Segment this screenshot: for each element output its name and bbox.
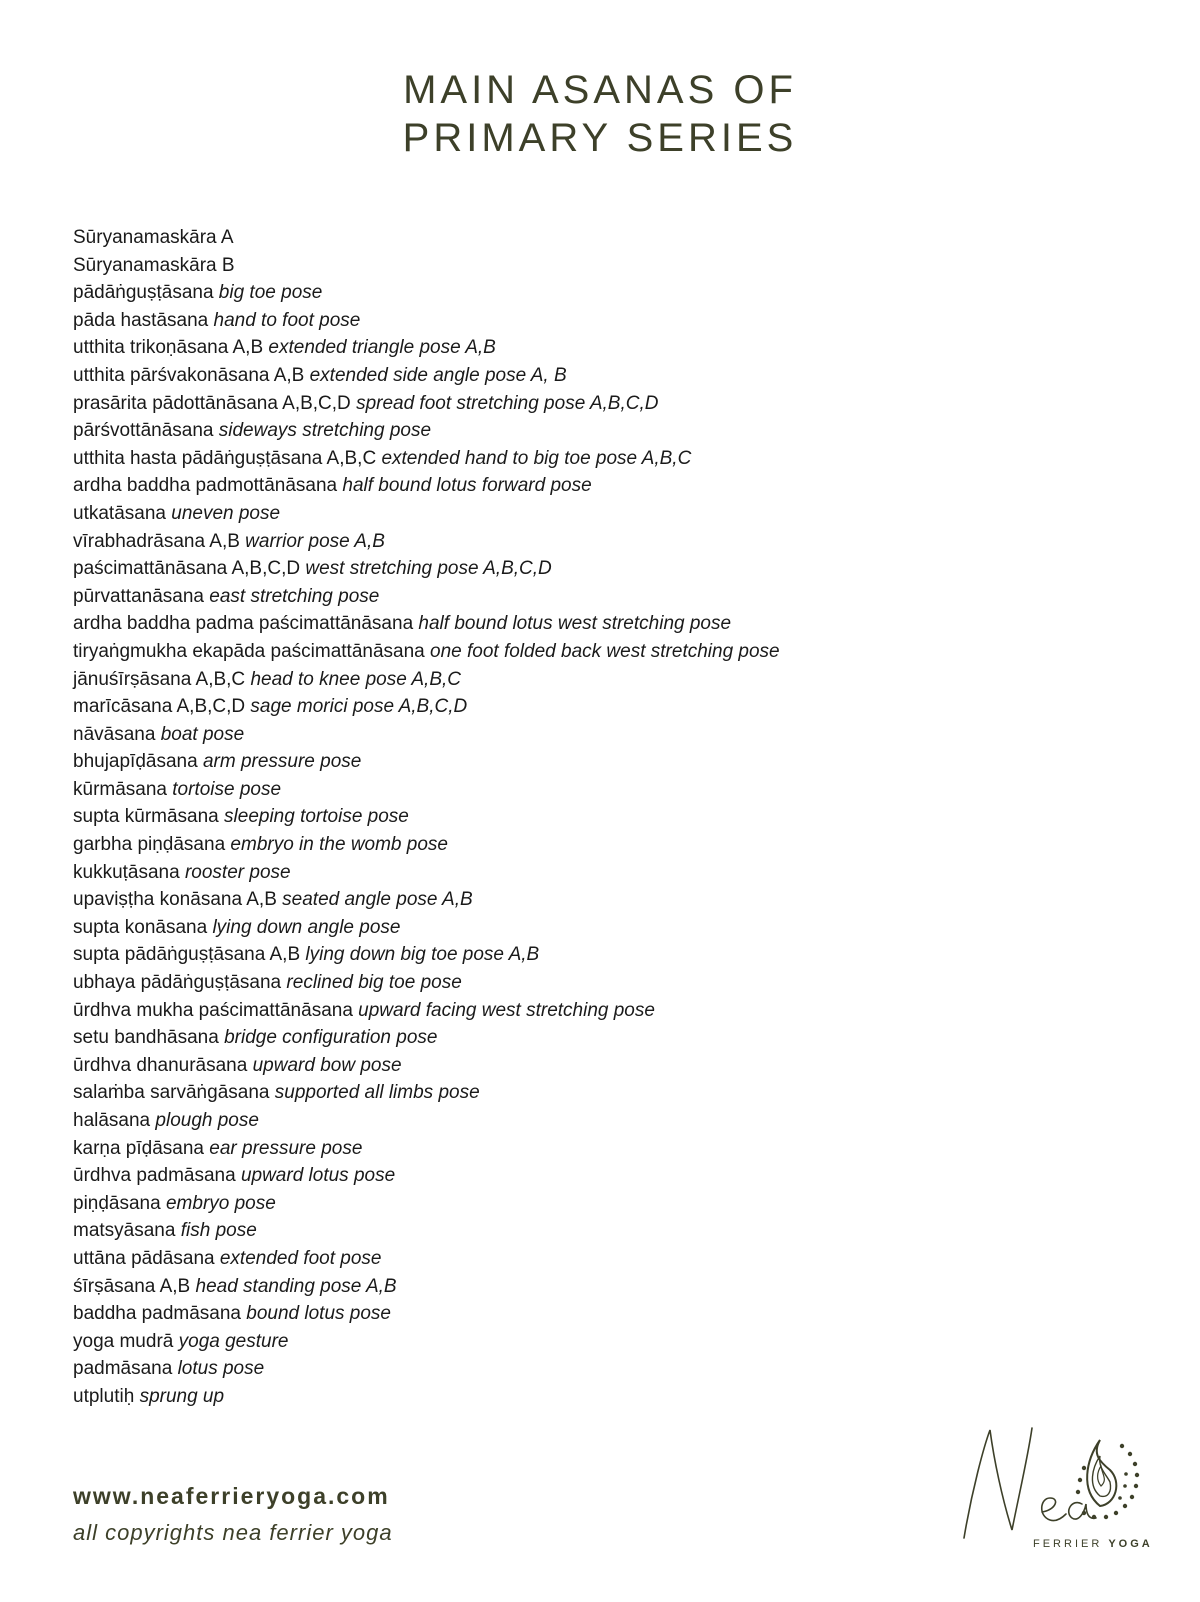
- asana-sanskrit-name: tiryaṅgmukha ekapāda paścimattānāsana: [73, 640, 425, 662]
- asana-english-name: plough pose: [155, 1110, 259, 1131]
- asana-list-item: [73, 997, 780, 1025]
- asana-english-name: rooster pose: [184, 861, 291, 883]
- page-title: [0, 66, 1200, 162]
- asana-english-name: tortoise pose: [172, 778, 282, 800]
- asana-sanskrit-name: pūrvattanāsana: [73, 585, 204, 607]
- asana-list-item: [73, 1355, 780, 1383]
- asana-list-item: [73, 776, 780, 804]
- asana-english-name: sprung up: [139, 1385, 225, 1407]
- asana-sanskrit-name: baddha padmāsana: [73, 1303, 241, 1325]
- asana-sanskrit-name: supta kūrmāsana: [73, 806, 219, 828]
- asana-english-name: big toe pose: [218, 282, 323, 304]
- asana-list-item: [73, 638, 780, 666]
- asana-list-item: [73, 307, 780, 335]
- asana-english-name: hand to foot pose: [213, 309, 361, 331]
- asana-english-name: embryo in the womb pose: [230, 834, 448, 856]
- asana-list-item: [73, 1300, 780, 1328]
- asana-sanskrit-name: karṇa pīḍāsana: [73, 1137, 204, 1159]
- asana-sanskrit-name: padmāsana: [73, 1358, 178, 1380]
- asana-sanskrit-name: vīrabhadrāsana A,B: [73, 530, 240, 552]
- asana-list-item: [73, 417, 780, 445]
- asana-sanskrit-name: garbha piṇḍāsana: [73, 834, 226, 856]
- website-link[interactable]: www.neaferrieryoga.com: [73, 1483, 390, 1509]
- asana-english-name: yoga gesture: [178, 1330, 289, 1352]
- asana-english-name: lying down angle pose: [212, 916, 401, 938]
- asana-english-name: west stretching pose A,B,C,D: [305, 558, 552, 580]
- asana-sanskrit-name: ūrdhva padmāsana: [73, 1165, 236, 1187]
- asana-list-item: [73, 831, 780, 859]
- asana-english-name: bound lotus pose: [246, 1303, 391, 1325]
- asana-sanskrit-name: uttāna pādāsana: [73, 1247, 215, 1269]
- asana-list-item: [73, 334, 780, 362]
- asana-sanskrit-name: matsyāsana: [73, 1220, 176, 1242]
- asana-sanskrit-name: Sūryanamaskāra A: [73, 227, 234, 248]
- page-title-line-1: MAIN ASANAS OF: [403, 68, 797, 112]
- asana-english-name: half bound lotus west stretching pose: [418, 613, 732, 635]
- asana-list-item: [73, 1079, 780, 1107]
- asana-english-name: lotus pose: [177, 1358, 265, 1380]
- asana-list-item: [73, 279, 780, 307]
- asana-list-item: [73, 859, 780, 887]
- asana-english-name: extended side angle pose A, B: [309, 364, 567, 386]
- asana-english-name: head standing pose A,B: [195, 1275, 397, 1297]
- asana-list-item: [73, 1135, 780, 1163]
- asana-list-item: [73, 1328, 780, 1356]
- asana-list-item: [73, 1245, 780, 1273]
- asana-sanskrit-name: piṇḍāsana: [73, 1192, 161, 1214]
- asana-sanskrit-name: yoga mudrā: [73, 1330, 174, 1352]
- asana-english-name: seated angle pose A,B: [282, 889, 473, 911]
- asana-sanskrit-name: kūrmāsana: [73, 778, 167, 800]
- logo-tagline-ferrier: FERRIER: [1033, 1538, 1103, 1550]
- asana-sanskrit-name: ardha baddha padmottānāsana: [73, 475, 338, 497]
- asana-sanskrit-name: śīrṣāsana A,B: [73, 1275, 191, 1297]
- logo-tagline: [1033, 1538, 1153, 1550]
- asana-english-name: extended foot pose: [219, 1247, 382, 1269]
- asana-english-name: east stretching pose: [209, 585, 380, 607]
- asana-list-item: [73, 472, 780, 500]
- asana-sanskrit-name: ūrdhva mukha paścimattānāsana: [73, 999, 353, 1021]
- asana-sanskrit-name: kukkuṭāsana: [73, 861, 180, 883]
- asana-list-item: [73, 914, 780, 942]
- asana-english-name: extended triangle pose A,B: [268, 337, 496, 359]
- asana-english-name: upward lotus pose: [240, 1165, 396, 1187]
- asana-sanskrit-name: jānuśīrṣāsana A,B,C: [73, 668, 251, 690]
- asana-english-name: embryo pose: [165, 1192, 276, 1214]
- asana-sanskrit-name: utthita hasta pādāṅguṣṭāsana A,B,C: [73, 447, 377, 469]
- asana-english-name: sleeping tortoise pose: [224, 806, 409, 828]
- asana-sanskrit-name: paścimattānāsana A,B,C,D: [73, 558, 301, 580]
- asana-sanskrit-name: pādāṅguṣṭāsana: [73, 282, 219, 304]
- asana-sanskrit-name: supta pādāṅguṣṭāsana A,B: [73, 944, 301, 966]
- asana-list-item: [73, 224, 780, 252]
- asana-english-name: sage morici pose A,B,C,D: [250, 696, 468, 718]
- asana-list-item: [73, 1024, 780, 1052]
- asana-sanskrit-name: ubhaya pādāṅguṣṭāsana: [73, 972, 282, 994]
- asana-english-name: fish pose: [180, 1220, 257, 1242]
- asana-list-item: [73, 969, 780, 997]
- asana-sanskrit-name: utthita pārśvakonāsana A,B: [73, 364, 310, 386]
- asana-sanskrit-name: pārśvottānāsana: [73, 420, 219, 442]
- asana-english-name: upward facing west stretching pose: [358, 999, 655, 1021]
- asana-english-name: warrior pose A,B: [245, 530, 385, 552]
- asana-list-item: [73, 666, 780, 694]
- asana-english-name: arm pressure pose: [202, 751, 362, 773]
- asana-list-item: [73, 1190, 780, 1218]
- asana-english-name: lying down big toe pose A,B: [305, 944, 540, 966]
- asana-english-name: spread foot stretching pose A,B,C,D: [356, 392, 659, 414]
- asana-english-name: sideways stretching pose: [218, 420, 432, 442]
- asana-list-item: [73, 252, 780, 280]
- asana-list-item: [73, 693, 780, 721]
- asana-english-name: one foot folded back west stretching pose: [430, 640, 780, 662]
- asana-list-item: [73, 941, 780, 969]
- asana-english-name: ear pressure pose: [209, 1137, 363, 1159]
- asana-english-name: supported all limbs pose: [274, 1082, 480, 1104]
- asana-list-item: [73, 528, 780, 556]
- asana-sanskrit-name: utkatāsana: [73, 502, 166, 524]
- asana-english-name: half bound lotus forward pose: [342, 475, 592, 497]
- asana-list-item: [73, 721, 780, 749]
- asana-sanskrit-name: upaviṣṭha konāsana A,B: [73, 889, 277, 911]
- asana-list-item: [73, 1052, 780, 1080]
- asana-list-item: [73, 886, 780, 914]
- asana-english-name: reclined big toe pose: [286, 972, 462, 994]
- asana-list-item: [73, 610, 780, 638]
- asana-list-item: [73, 1273, 780, 1301]
- asana-sanskrit-name: utplutiḥ: [73, 1385, 135, 1407]
- asana-list-item: [73, 1162, 780, 1190]
- asana-sanskrit-name: nāvāsana: [73, 723, 156, 745]
- asana-list-item: [73, 445, 780, 473]
- asana-sanskrit-name: Sūryanamaskāra B: [73, 254, 235, 276]
- asana-list-item: [73, 748, 780, 776]
- asana-list-item: [73, 500, 780, 528]
- asana-list-item: [73, 1107, 780, 1135]
- asana-list-item: [73, 1217, 780, 1245]
- asana-sanskrit-name: ardha baddha padma paścimattānāsana: [73, 613, 414, 635]
- asana-sanskrit-name: marīcāsana A,B,C,D: [73, 696, 246, 718]
- asana-sanskrit-name: setu bandhāsana: [73, 1027, 219, 1049]
- asana-english-name: boat pose: [160, 723, 245, 745]
- copyright-notice: all copyrights nea ferrier yoga: [73, 1520, 393, 1545]
- asana-list: [73, 224, 780, 1411]
- asana-list-item: [73, 803, 780, 831]
- asana-english-name: upward bow pose: [252, 1054, 402, 1076]
- asana-english-name: extended hand to big toe pose A,B,C: [381, 447, 692, 469]
- asana-sanskrit-name: ūrdhva dhanurāsana: [73, 1054, 248, 1076]
- asana-list-item: [73, 362, 780, 390]
- asana-sanskrit-name: halāsana: [73, 1110, 151, 1131]
- asana-sanskrit-name: bhujapīḍāsana: [73, 751, 198, 773]
- asana-english-name: bridge configuration pose: [224, 1027, 438, 1049]
- asana-list-item: [73, 583, 780, 611]
- asana-english-name: head to knee pose A,B,C: [250, 668, 461, 690]
- asana-sanskrit-name: prasārita pādottānāsana A,B,C,D: [73, 392, 357, 414]
- asana-sanskrit-name: utthita trikoṇāsana A,B: [73, 337, 264, 359]
- logo-tagline-yoga: YOGA: [1108, 1538, 1153, 1550]
- asana-sanskrit-name: salaṁba sarvāṅgāsana: [73, 1082, 270, 1104]
- asana-sanskrit-name: supta konāsana: [73, 916, 208, 938]
- asana-list-item: [73, 555, 780, 583]
- asana-list-item: [73, 390, 780, 418]
- asana-list-item: [73, 1383, 780, 1411]
- page-title-line-2: PRIMARY SERIES: [402, 116, 798, 160]
- asana-english-name: uneven pose: [171, 502, 281, 524]
- asana-sanskrit-name: pāda hastāsana: [73, 309, 214, 331]
